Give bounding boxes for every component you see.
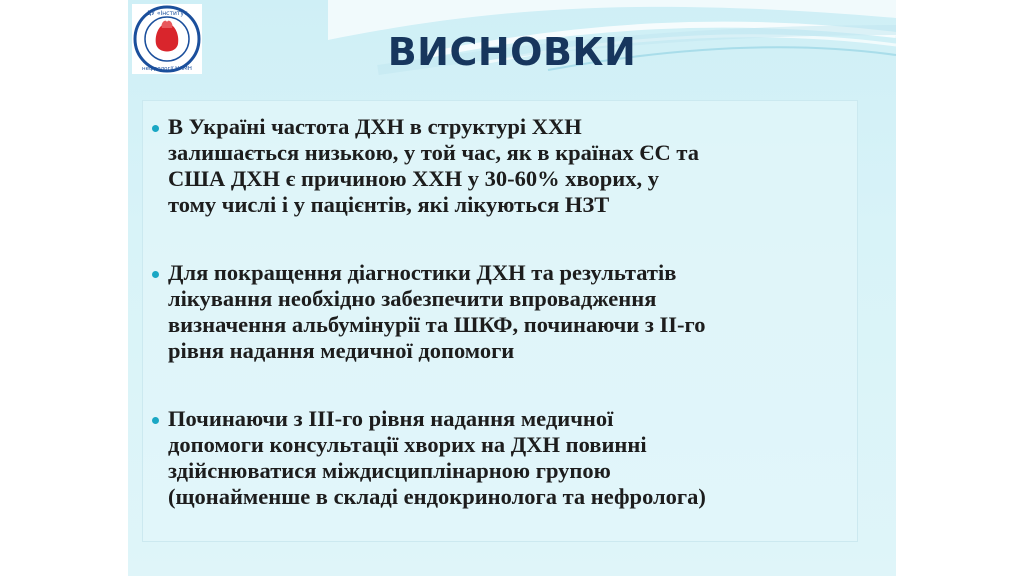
bullet-item-3 [152, 406, 852, 510]
bullet-dot-icon [152, 125, 159, 132]
slide-title: ВИСНОВКИ [387, 30, 637, 74]
svg-text:нефрології НАМН: нефрології НАМН [142, 66, 192, 72]
bullet-text-3: Починаючи з ІІІ-го рівня надання медичної допомоги консультації хворих на ДХН повинні здійснюватися міждисциплінарною групою (щонайменше в складі ендокринолога та нефролога) [168, 406, 706, 509]
bullet-text-2: Для покращення діагностики ДХН та результатів лікування необхідно забезпечити впровадження визначення альбумінурії та ШКФ, починаючи з ІІ-го рівня надання медичної допомоги [168, 260, 706, 363]
bullet-dot-icon [152, 271, 159, 278]
bullet-item-1 [152, 114, 852, 218]
bullet-dot-icon [152, 417, 159, 424]
bullet-text-1: В Україні частота ДХН в структурі ХХН залишається низькою, у той час, як в країнах ЄС та США ДХН є причиною ХХН у 30-60% хворих, у тому числі і у пацієнтів, які лікуються НЗТ [168, 114, 699, 217]
slide [128, 0, 896, 576]
svg-text:ДУ «Інститут: ДУ «Інститут [146, 10, 188, 17]
bullet-item-2 [152, 260, 852, 364]
